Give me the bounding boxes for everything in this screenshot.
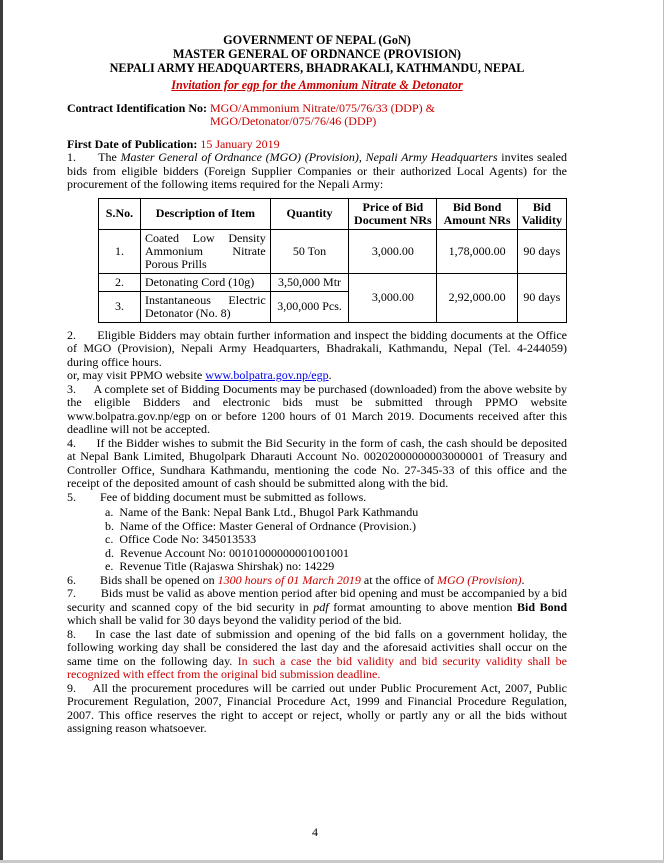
list-item: b. Name of the Office: Master General of Ordnance (Provision.) <box>105 518 417 533</box>
header-government: GOVERNMENT OF NEPAL (GoN) <box>223 33 411 47</box>
document-page <box>67 33 567 736</box>
paragraph-number: 6. <box>67 572 76 587</box>
paragraph-5: 5. Fee of bidding document must be submitted as follows. <box>67 489 367 504</box>
header-office: MASTER GENERAL OF ORDNANCE (PROVISION) <box>172 47 461 61</box>
paragraph-number: 5. <box>67 489 76 504</box>
column-header: Price of Bid Document NRs <box>349 198 437 229</box>
list-item: c. Office Code No: 345013533 <box>105 532 257 546</box>
column-header: Bid Validity <box>517 198 566 229</box>
table-row <box>99 229 567 273</box>
contract-identification <box>67 102 567 129</box>
paragraph-number: 1. <box>67 150 76 164</box>
paragraph-8: 8. In case the last date of submission and opening of the bid falls on a government holiday, the following working day shall be considered the last day and the aforesaid activities shall occur on the same time on the following day. In such a case the bid validity and bid security validity shall be recognized with effect from the original bid submission deadline. <box>67 626 568 681</box>
column-header: Bid Bond Amount NRs <box>437 198 517 229</box>
paragraph-6: 6. Bids shall be opened on 1300 hours of 01 March 2019 at the office of MGO (Provision). <box>67 572 525 587</box>
cell-description: Detonating Cord (10g) <box>140 273 270 291</box>
left-frame-edge <box>0 0 3 863</box>
paragraph-3: 3. A complete set of Bidding Documents may be purchased (downloaded) from the above website by the eligible Bidders and electronic bids must be submitted through PPMO website www.bolpatra.gov.np/egp on or before 1200 hours of 01 March 2019. Documents received after this deadline will not be accepted. <box>67 381 567 436</box>
cell-sno: 3. <box>99 291 141 322</box>
paragraph-number: 8. <box>67 626 76 641</box>
paragraph-number: 2. <box>67 327 76 342</box>
contract-label: Contract Identification No: <box>67 100 207 115</box>
cell-sno: 2. <box>99 273 141 291</box>
paragraph-1: 1. The Master General of Ordnance (MGO) (Provision), Nepali Army Headquarters invites sealed bids from eligible bidders (Foreign Supplier Companies or their authorized Local Agents) for the procurement of the following items required for the Nepali Army: <box>67 150 568 191</box>
ppmo-website-link[interactable]: www.bolpatra.gov.np/egp <box>205 368 329 382</box>
cell-bond: 2,92,000.00 <box>437 273 517 322</box>
items-table <box>98 198 567 323</box>
paragraph-2: 2. Eligible Bidders may obtain further information and inspect the bidding documents at the Office of MGO (Provision), Nepali Army Headquarters, Bhadrakali, Kathmandu, Nepal (Tel. 4-244059) during office hours. <box>67 327 567 369</box>
column-header: Quantity <box>270 198 349 229</box>
contract-value: MGO/Ammonium Nitrate/075/76/33 (DDP) & MGO/Detonator/075/76/46 (DDP) <box>209 100 435 128</box>
table-header-row <box>99 198 567 229</box>
column-header: Description of Item <box>140 198 270 229</box>
paragraph-number: 4. <box>67 435 76 450</box>
publication-date <box>67 138 567 152</box>
cell-validity: 90 days <box>517 273 566 322</box>
table-row <box>99 273 567 291</box>
list-item: e. Revenue Title (Rajaswa Shirshak) no: 14229 <box>105 559 335 573</box>
validity-note: In such a case the bid validity and bid security validity shall be recognized with effect from the original bid submission deadline. <box>67 653 568 681</box>
paragraph-number: 7. <box>67 586 76 600</box>
cell-quantity: 50 Ton <box>270 229 349 273</box>
cell-validity: 90 days <box>517 229 566 273</box>
bid-bond-term: Bid Bond <box>517 599 568 614</box>
column-header: S.No. <box>99 198 141 229</box>
paragraph-7: 7. Bids must be valid as above mention period after bid opening and must be accompanied by a bid security and scanned copy of the bid security in pdf format amounting to above mention Bid Bond which shall be valid for 30 days beyond the validity period of the bid. <box>67 586 568 627</box>
cell-bond: 1,78,000.00 <box>437 229 517 273</box>
publication-value: 15 January 2019 <box>200 136 280 151</box>
document-title: Invitation for egp for the Ammonium Nitrate & Detonator <box>171 78 463 92</box>
paragraph-4: 4. If the Bidder wishes to submit the Bid Security in the form of cash, the cash should be deposited at Nepal Bank Limited, Bhugolpark Dharauti Account No. 00202000000003000001 of Treasury and Controller Office, Sundhara Kathmandu, mentioning the code No. 27-345-33 of this office and the receipt of the deposited amount of cash should be submitted along with the bid. <box>67 435 568 490</box>
cell-quantity: 3,00,000 Pcs. <box>270 291 349 322</box>
issuer-name: Master General of Ordnance (MGO) (Provision), Nepali Army Headquarters <box>120 150 498 164</box>
paragraph-number: 3. <box>67 381 76 396</box>
cell-sno: 1. <box>99 229 141 273</box>
cell-price: 3,000.00 <box>349 273 437 322</box>
paragraph-2-alt: or, may visit PPMO website www.bolpatra.gov.np/egp. <box>67 368 332 382</box>
cell-price: 3,000.00 <box>349 229 437 273</box>
fee-details-list <box>105 506 567 574</box>
list-item: d. Revenue Account No: 00101000000001001001 <box>105 545 349 560</box>
paragraph-9: 9. All the procurement procedures will be carried out under Public Procurement Act, 2007, Public Procurement Regulation, 2007, Financial Procedure Act, 1999 and Financial Procedure Regulation, 2007. This office reserves the right to accept or reject, wholly or partly any or all the bids without assigning reason whatsoever. <box>67 680 567 735</box>
cell-description: Coated Low Density Ammonium Nitrate Porous Prills <box>140 229 270 273</box>
list-item: a. Name of the Bank: Nepal Bank Ltd., Bhugol Park Kathmandu <box>105 505 419 519</box>
header-address: NEPALI ARMY HEADQUARTERS, BHADRAKALI, KATHMANDU, NEPAL <box>109 61 525 75</box>
page-number: 4 <box>312 825 318 839</box>
opening-time: 1300 hours of 01 March 2019 <box>217 572 361 587</box>
opening-office: MGO (Provision) <box>436 572 522 587</box>
cell-quantity: 3,50,000 Mtr <box>270 273 349 291</box>
paragraph-number: 9. <box>67 680 76 695</box>
cell-description: Instantaneous Electric Detonator (No. 8) <box>140 291 270 322</box>
publication-label: First Date of Publication: <box>67 136 198 151</box>
